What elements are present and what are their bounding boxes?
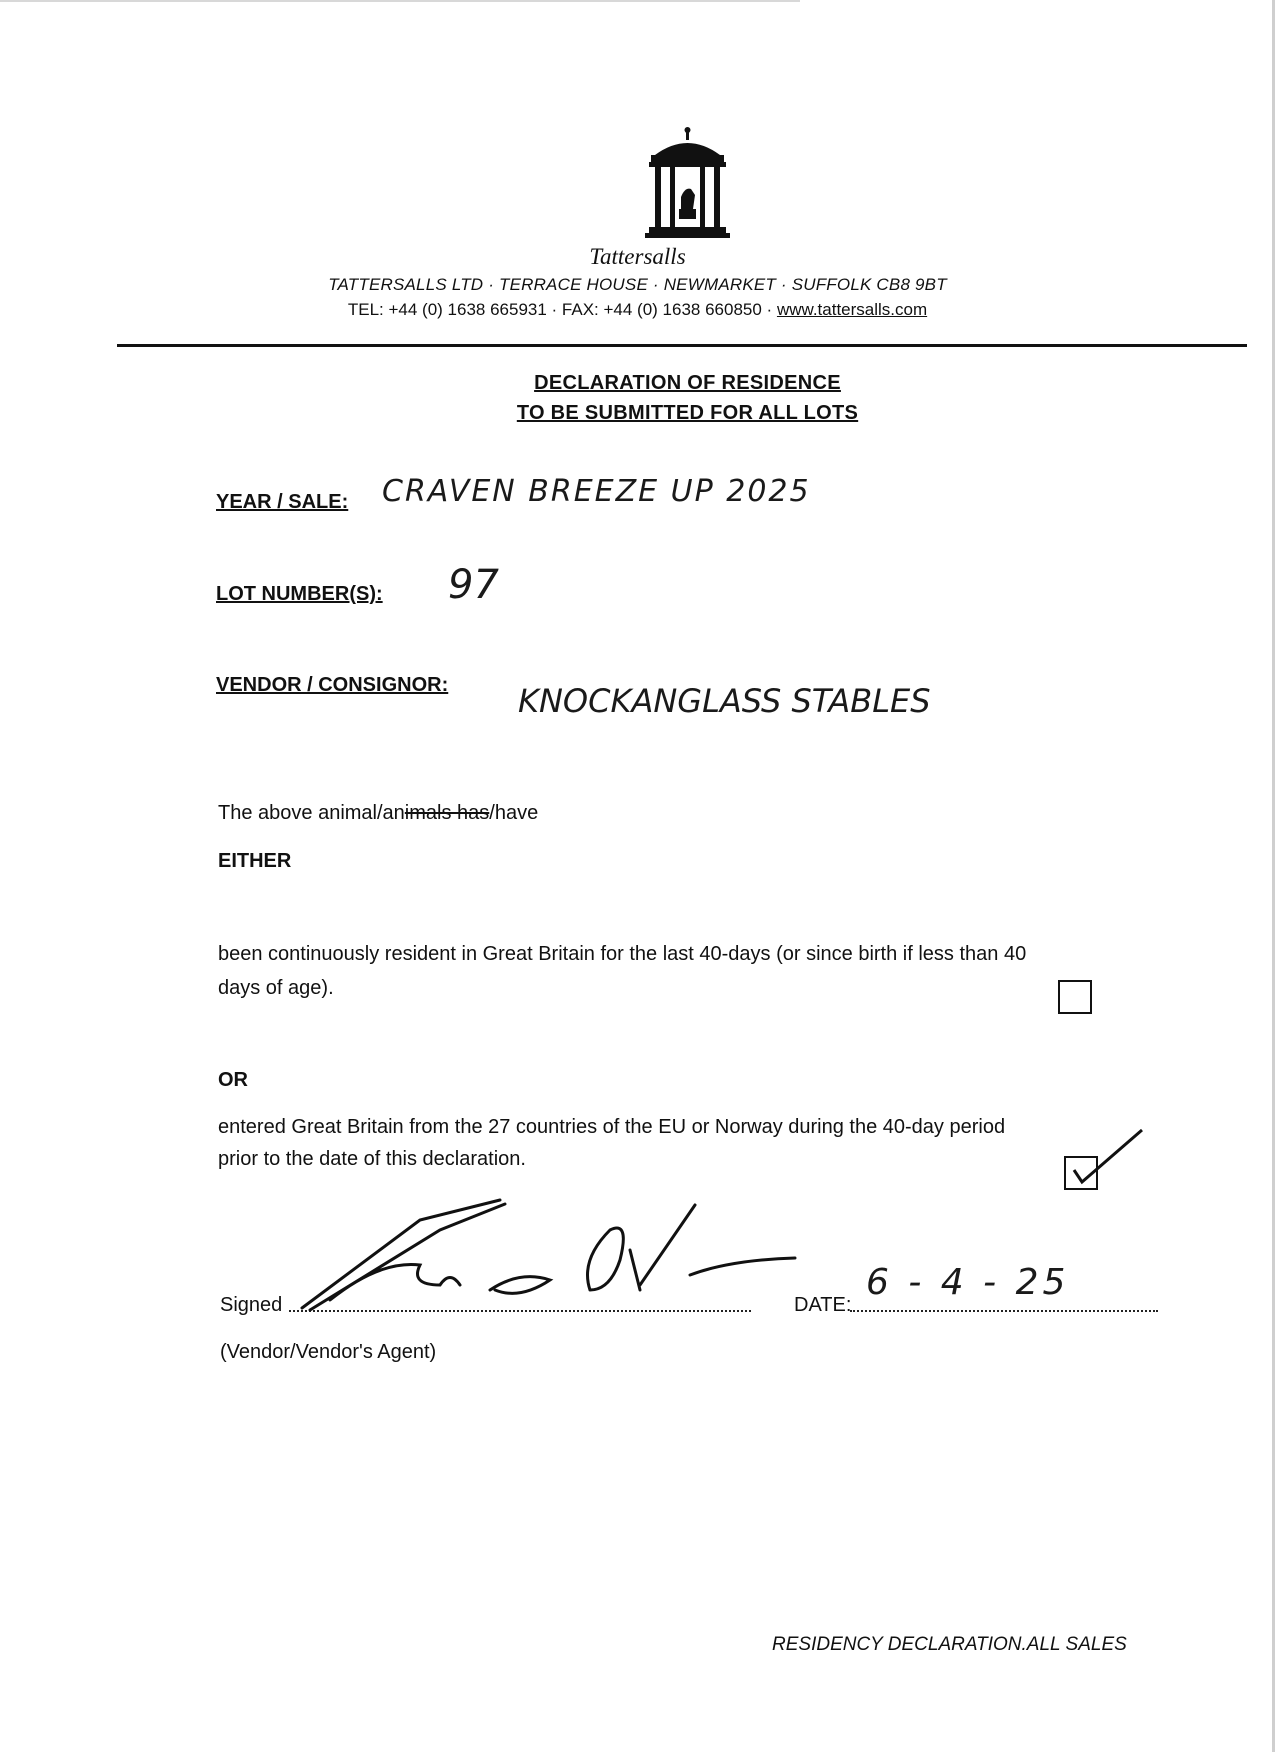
signed-label: Signed [220, 1294, 283, 1316]
intro-text-b: /have [489, 802, 539, 824]
website-link[interactable]: www.tattersalls.com [776, 300, 928, 319]
tattersalls-rotunda-logo [645, 125, 730, 243]
or-heading: OR [218, 1069, 248, 1091]
year-sale-input[interactable]: CRAVEN BREEZE UP 2025 [382, 474, 811, 509]
intro-text-a: The above animal/an [218, 802, 405, 824]
either-heading: EITHER [218, 850, 292, 872]
contact-line [0, 300, 1275, 320]
option2-line2: prior to the date of this declaration. [218, 1148, 526, 1170]
signatory-role: (Vendor/Vendor's Agent) [220, 1341, 437, 1363]
lot-number-label: LOT NUMBER(S): [216, 583, 383, 605]
struck-text: imals has [404, 802, 490, 824]
phone-fax: TEL: +44 (0) 1638 665931 · FAX: +44 (0) 1638 660850 · [347, 300, 777, 319]
scan-edge-top [0, 0, 800, 2]
brand-name: Tattersalls [589, 244, 686, 269]
date-label: DATE: [794, 1294, 852, 1316]
date-line [850, 1310, 1158, 1312]
vendor-consignor-input[interactable]: KNOCKANGLASS STABLES [518, 682, 931, 720]
option1-line2: days of age). [218, 977, 334, 999]
date-input[interactable]: 6 - 4 - 25 [866, 1262, 1070, 1303]
handwritten-signature[interactable] [290, 1190, 800, 1320]
header-divider [117, 344, 1247, 347]
lot-number-input[interactable]: 97 [448, 562, 499, 608]
form-title-line1: DECLARATION OF RESIDENCE [534, 372, 841, 394]
option1-checkbox[interactable] [1058, 980, 1092, 1014]
intro-text [218, 796, 538, 830]
option2-line1: entered Great Britain from the 27 countries of the EU or Norway during the 40-day period [218, 1116, 1006, 1138]
form-title-line2: TO BE SUBMITTED FOR ALL LOTS [516, 402, 859, 424]
vendor-consignor-label: VENDOR / CONSIGNOR: [216, 674, 449, 696]
company-address: TATTERSALLS LTD · TERRACE HOUSE · NEWMARKET · SUFFOLK CB8 9BT [328, 275, 947, 294]
form-reference: RESIDENCY DECLARATION.ALL SALES [772, 1634, 1127, 1655]
checkmark-icon [1060, 1126, 1148, 1196]
option1-line1: been continuously resident in Great Britain for the last 40-days (or since birth if less than 40 [218, 943, 1027, 965]
year-sale-label: YEAR / SALE: [216, 491, 349, 513]
